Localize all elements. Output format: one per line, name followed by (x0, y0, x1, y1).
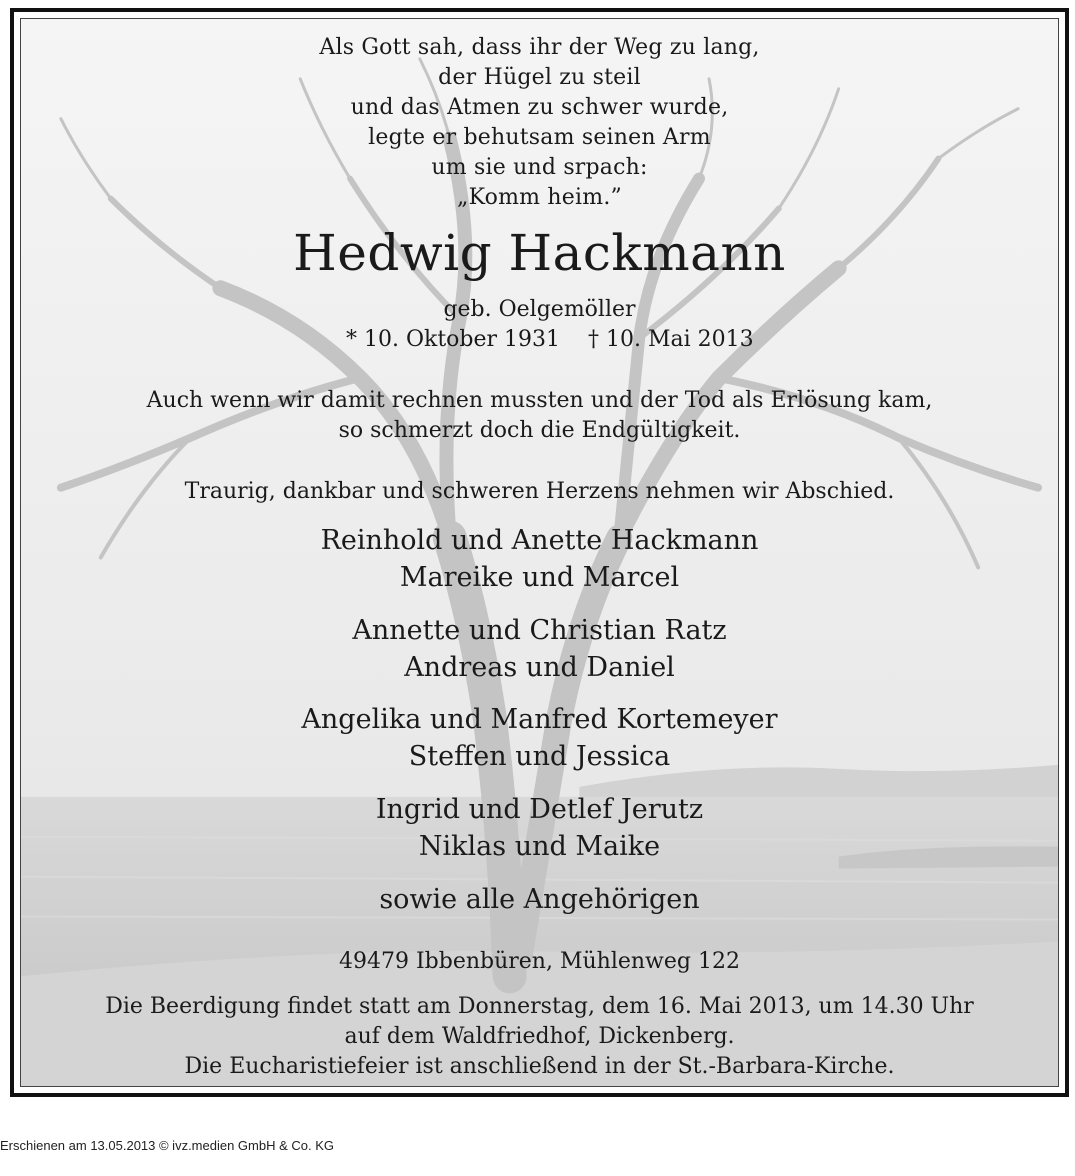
funeral-line: auf dem Waldfriedhof, Dickenberg. (344, 1024, 735, 1049)
farewell-line: Traurig, dankbar und schweren Herzens nehmen wir Abschied. (184, 479, 895, 504)
family-line: Reinhold und Anette Hackmann (320, 525, 759, 556)
family-line: Andreas und Daniel (404, 652, 675, 683)
poem-line: „Komm heim.” (457, 185, 622, 210)
family-line: Steffen und Jessica (408, 741, 671, 772)
relatives-line: sowie alle Angehörigen (379, 884, 700, 915)
message-line: so schmerzt doch die Endgültigkeit. (338, 418, 741, 443)
birth-date: * 10. Oktober 1931 (346, 327, 561, 352)
poem-line: und das Atmen zu schwer wurde, (350, 95, 729, 120)
publication-footer: Erschienen am 13.05.2013 © ivz.medien GmbH & Co. KG (0, 1138, 335, 1153)
obituary-frame (10, 8, 1069, 1097)
family-line: Niklas und Maike (418, 831, 661, 862)
obituary-card (20, 18, 1059, 1087)
family-line: Angelika und Manfred Kortemeyer (301, 704, 778, 735)
family-line: Ingrid und Detlef Jerutz (375, 794, 704, 825)
poem-line: legte er behutsam seinen Arm (368, 125, 711, 150)
poem-line: der Hügel zu steil (438, 65, 641, 90)
deceased-name: Hedwig Hackmann (293, 224, 786, 282)
address: 49479 Ibbenbüren, Mühlenweg 122 (339, 949, 740, 974)
death-date: † 10. Mai 2013 (588, 327, 754, 352)
birth-name: geb. Oelgemöller (443, 297, 636, 322)
poem-line: Als Gott sah, dass ihr der Weg zu lang, (319, 35, 760, 60)
family-line: Annette und Christian Ratz (352, 615, 727, 646)
family-line: Mareike und Marcel (399, 562, 680, 593)
poem-line: um sie und srpach: (431, 155, 648, 180)
funeral-line: Die Beerdigung findet statt am Donnerstag, dem 16. Mai 2013, um 14.30 Uhr (105, 994, 974, 1019)
message-line: Auch wenn wir damit rechnen mussten und der Tod als Erlösung kam, (146, 388, 933, 413)
funeral-line: Die Eucharistiefeier ist anschließend in der St.-Barbara-Kirche. (184, 1054, 895, 1079)
